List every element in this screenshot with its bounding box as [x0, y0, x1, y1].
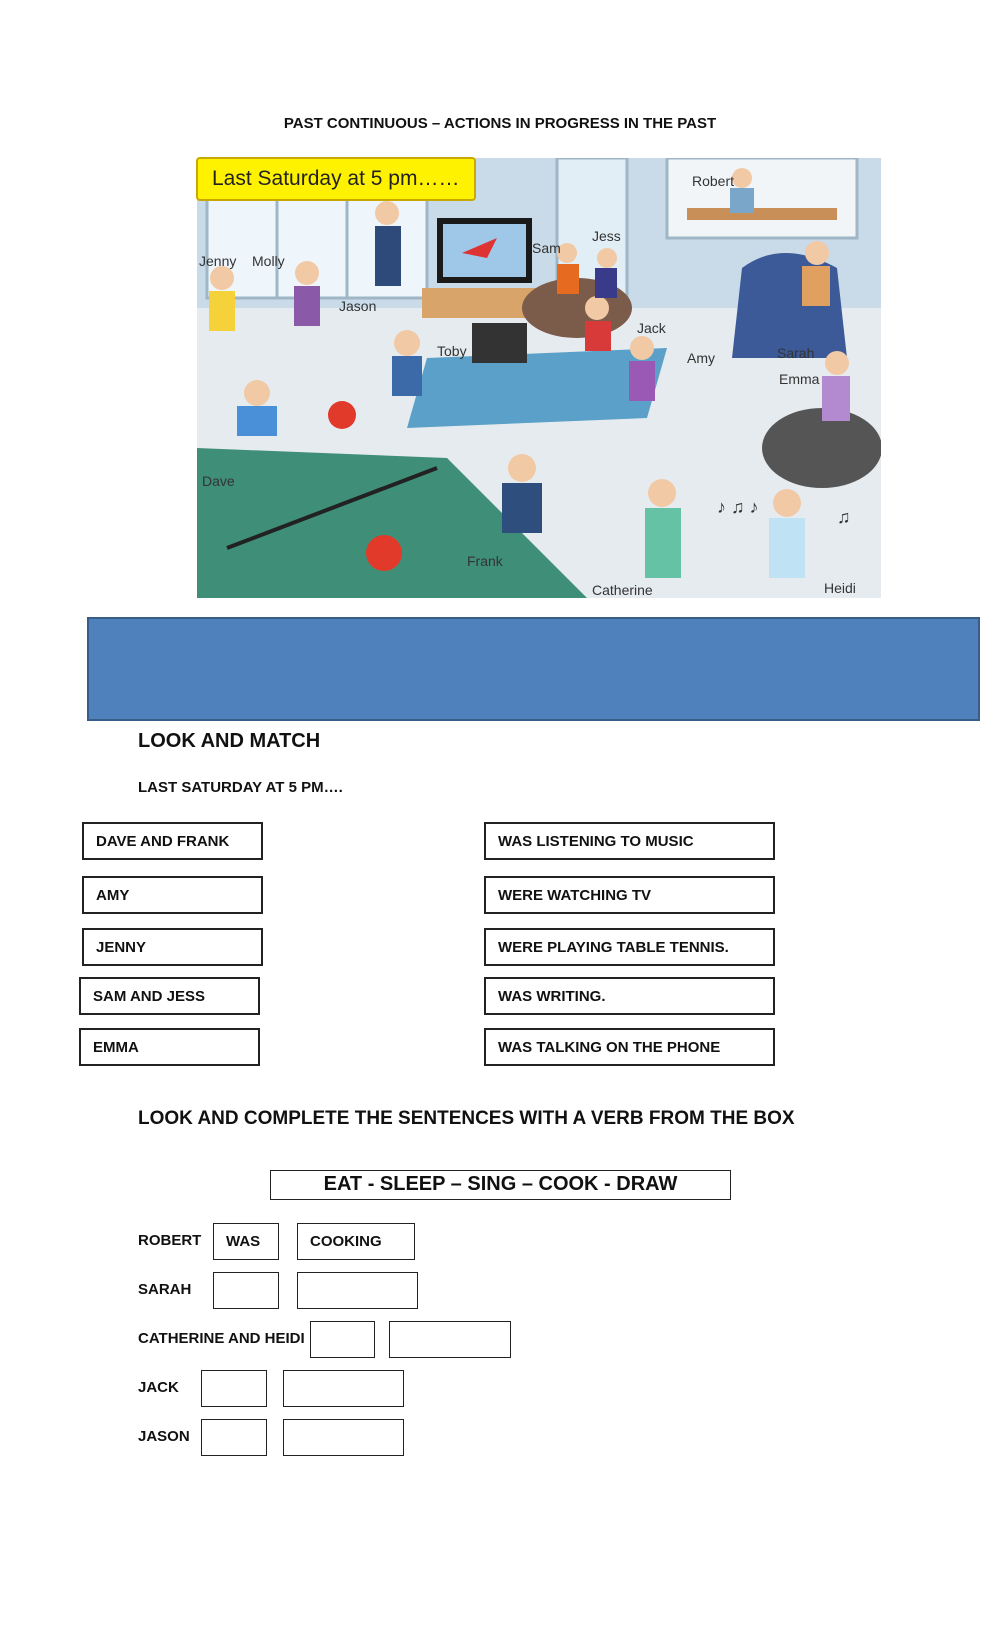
answer-verb-1[interactable]: COOKING [297, 1223, 415, 1260]
music-notes-icon: ♪ ♫ ♪ [717, 497, 759, 517]
label-molly: Molly [252, 253, 285, 269]
row-name-catherine-heidi: CATHERINE AND HEIDI [138, 1330, 305, 1347]
match-left-4[interactable]: SAM AND JESS [79, 977, 260, 1015]
row-name-jason: JASON [138, 1428, 190, 1445]
blue-band [87, 617, 980, 721]
match-left-1[interactable]: DAVE AND FRANK [82, 822, 263, 860]
match-right-2[interactable]: WERE WATCHING TV [484, 876, 775, 914]
scene-banner-text: Last Saturday at 5 pm…… [212, 167, 460, 190]
label-jack: Jack [637, 320, 666, 336]
row-name-jack: JACK [138, 1379, 179, 1396]
answer-verb-5[interactable] [283, 1419, 404, 1456]
match-left-2[interactable]: AMY [82, 876, 263, 914]
section1-heading: LOOK AND MATCH [138, 730, 321, 752]
label-catherine: Catherine [592, 582, 653, 598]
match-right-1[interactable]: WAS LISTENING TO MUSIC [484, 822, 775, 860]
label-jenny: Jenny [199, 253, 237, 269]
match-right-5[interactable]: WAS TALKING ON THE PHONE [484, 1028, 775, 1066]
page-title: PAST CONTINUOUS – ACTIONS IN PROGRESS IN THE PAST [283, 115, 717, 132]
row-name-robert: ROBERT [138, 1232, 202, 1249]
label-amy: Amy [687, 350, 715, 366]
match-left-5[interactable]: EMMA [79, 1028, 260, 1066]
answer-aux-3[interactable] [310, 1321, 375, 1358]
label-jason: Jason [339, 298, 377, 314]
label-heidi: Heidi [824, 580, 856, 596]
answer-verb-4[interactable] [283, 1370, 404, 1407]
study-table [407, 348, 667, 428]
label-emma: Emma [779, 371, 820, 387]
answer-aux-2[interactable] [213, 1272, 279, 1309]
match-right-4[interactable]: WAS WRITING. [484, 977, 775, 1015]
label-sarah: Sarah [777, 345, 815, 361]
scene-drawing [197, 158, 881, 598]
match-left-3[interactable]: JENNY [82, 928, 263, 966]
answer-aux-5[interactable] [201, 1419, 267, 1456]
section1-subheading: LAST SATURDAY AT 5 PM…. [138, 779, 343, 796]
section2-heading: LOOK AND COMPLETE THE SENTENCES WITH A VERB FROM THE BOX [138, 1108, 795, 1129]
answer-verb-3[interactable] [389, 1321, 511, 1358]
paddle-frank [366, 535, 402, 571]
laptop [472, 323, 527, 363]
match-right-3[interactable]: WERE PLAYING TABLE TENNIS. [484, 928, 775, 966]
paddle-dave [328, 401, 356, 429]
counter [687, 208, 837, 220]
answer-aux-4[interactable] [201, 1370, 267, 1407]
verb-box: EAT - SLEEP – SING – COOK - DRAW [270, 1170, 731, 1200]
label-frank: Frank [467, 553, 503, 569]
scene-illustration [197, 158, 881, 598]
answer-verb-2[interactable] [297, 1272, 418, 1309]
scene-banner [196, 157, 476, 201]
label-toby: Toby [437, 343, 467, 359]
row-name-sarah: SARAH [138, 1281, 192, 1298]
kitchen-hatch [667, 158, 857, 238]
beanbag-right [762, 408, 881, 488]
label-sam: Sam [532, 240, 561, 256]
label-robert: Robert [692, 173, 735, 189]
svg-text:♫: ♫ [837, 507, 851, 527]
answer-aux-1[interactable]: WAS [213, 1223, 279, 1260]
label-jess: Jess [592, 228, 621, 244]
label-dave: Dave [202, 473, 235, 489]
